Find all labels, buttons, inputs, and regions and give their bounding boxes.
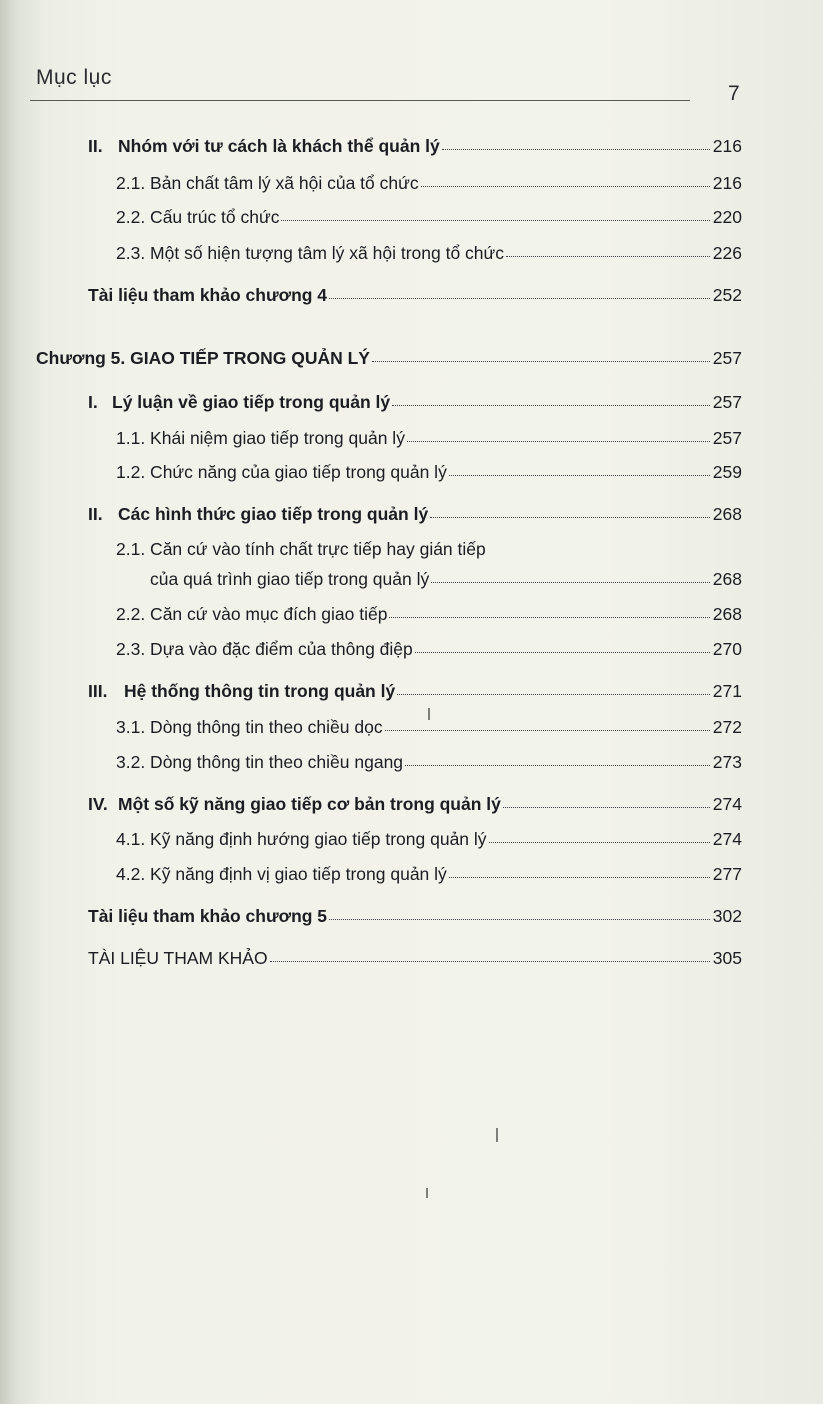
toc-entry-page: 302 — [712, 906, 742, 926]
toc-entry — [88, 947, 742, 969]
toc-entry-title: 2.2. Cấu trúc tổ chức — [116, 207, 280, 227]
toc-entry-title: 3.2. Dòng thông tin theo chiều ngang — [116, 752, 404, 772]
toc-entry-title: 2.1. Bản chất tâm lý xã hội của tổ chức — [116, 173, 419, 193]
toc-entry — [116, 603, 742, 625]
toc-chapter-entry — [36, 347, 742, 369]
paper-speck — [426, 1188, 428, 1198]
toc-entry-page: 272 — [712, 717, 742, 737]
toc-entry-title: TÀI LIỆU THAM KHẢO — [88, 948, 268, 968]
toc-leader-dots — [405, 765, 710, 766]
toc-leader-dots — [431, 582, 710, 583]
toc-entry-page: 274 — [712, 794, 742, 814]
toc-entry — [116, 242, 742, 264]
toc-entry-number: IV. — [88, 794, 108, 814]
toc-entry — [116, 751, 742, 773]
toc-entry-title: 4.2. Kỹ năng định vị giao tiếp trong quản lý — [116, 864, 447, 884]
toc-entry — [150, 568, 742, 590]
toc-leader-dots — [407, 441, 710, 442]
page-number: 7 — [728, 82, 740, 105]
toc-entry-page: 252 — [712, 285, 742, 305]
toc-leader-dots — [506, 256, 710, 257]
toc-entry — [88, 905, 742, 927]
toc-entry-title: 3.1. Dòng thông tin theo chiều dọc — [116, 717, 383, 737]
toc-entry-title: 4.1. Kỹ năng định hướng giao tiếp trong quản lý — [116, 829, 487, 849]
toc-entry — [88, 793, 742, 815]
toc-entry — [116, 461, 742, 483]
toc-entry-page: 271 — [712, 681, 742, 701]
toc-leader-dots — [430, 517, 710, 518]
toc-leader-dots — [489, 842, 710, 843]
toc-entry-page: 257 — [712, 428, 742, 448]
toc-entry-title: Lý luận về giao tiếp trong quản lý — [112, 392, 391, 412]
running-header-title: Mục lục — [36, 66, 112, 89]
toc-entry — [116, 828, 742, 850]
toc-entry-number: III. — [88, 681, 108, 701]
toc-entry-title: 1.2. Chức năng của giao tiếp trong quản lý — [116, 462, 447, 482]
toc-leader-dots — [385, 730, 710, 731]
paper-speck — [428, 708, 430, 720]
toc-entry-title: Tài liệu tham khảo chương 4 — [88, 285, 328, 305]
toc-entry-title: Hệ thống thông tin trong quản lý — [124, 681, 396, 701]
toc-entry-page: 216 — [712, 173, 742, 193]
toc-entry-page: 270 — [712, 639, 742, 659]
toc-entry-title: Tài liệu tham khảo chương 5 — [88, 906, 328, 926]
toc-entry-title: 2.3. Dựa vào đặc điểm của thông điệp — [116, 639, 413, 659]
toc-leader-dots — [372, 361, 710, 362]
toc-entry — [116, 206, 742, 228]
toc-entry — [116, 638, 742, 660]
toc-leader-dots — [449, 877, 710, 878]
toc-entry-page: 257 — [712, 392, 742, 412]
toc-entry-page: 273 — [712, 752, 742, 772]
toc-entry-page: 259 — [712, 462, 742, 482]
toc-entry-number: II. — [88, 136, 103, 156]
toc-leader-dots — [449, 475, 710, 476]
toc-entry-page: 216 — [712, 136, 742, 156]
toc-entry-page: 268 — [712, 569, 742, 589]
toc-entry-title: Chương 5. GIAO TIẾP TRONG QUẢN LÝ — [36, 348, 370, 368]
toc-leader-dots — [392, 405, 710, 406]
toc-entry-title: Các hình thức giao tiếp trong quản lý — [118, 504, 429, 524]
toc-leader-dots — [389, 617, 709, 618]
toc-leader-dots — [442, 149, 710, 150]
toc-entry-page: 274 — [712, 829, 742, 849]
toc-entry — [88, 284, 742, 306]
toc-entry-page: 220 — [712, 207, 742, 227]
paper-speck — [496, 1128, 498, 1142]
toc-entry-page: 268 — [712, 604, 742, 624]
toc-entry — [88, 680, 742, 702]
toc-entry-page: 257 — [712, 348, 742, 368]
toc-entry-title: 2.3. Một số hiện tượng tâm lý xã hội trong tổ chức — [116, 243, 505, 263]
toc-leader-dots — [397, 694, 710, 695]
toc-entry — [88, 135, 742, 157]
toc-leader-dots — [281, 220, 709, 221]
toc-entry-title: 2.2. Căn cứ vào mục đích giao tiếp — [116, 604, 388, 624]
toc-entry — [116, 172, 742, 194]
toc-entry-page: 305 — [712, 948, 742, 968]
toc-entry-title: Một số kỹ năng giao tiếp cơ bản trong quản lý — [118, 794, 501, 814]
toc-entry-number: I. — [88, 392, 98, 412]
toc-entry-title: 1.1. Khái niệm giao tiếp trong quản lý — [116, 428, 405, 448]
toc-entry-title: 2.1. Căn cứ vào tính chất trực tiếp hay gián tiếp — [116, 539, 486, 559]
toc-entry-page: 277 — [712, 864, 742, 884]
toc-entry — [88, 503, 742, 525]
toc-leader-dots — [270, 961, 710, 962]
toc-entry-title: Nhóm với tư cách là khách thể quản lý — [118, 136, 440, 156]
toc-entry-page: 268 — [712, 504, 742, 524]
toc-leader-dots — [503, 807, 710, 808]
toc-entry — [116, 427, 742, 449]
toc-entry — [88, 391, 742, 413]
toc-entry-page: 226 — [712, 243, 742, 263]
toc-entry-number: II. — [88, 504, 103, 524]
toc-leader-dots — [421, 186, 710, 187]
toc-entry — [116, 863, 742, 885]
toc-entry-title: của quá trình giao tiếp trong quản lý — [150, 569, 430, 589]
toc-leader-dots — [329, 919, 710, 920]
toc-leader-dots — [415, 652, 710, 653]
toc-leader-dots — [329, 298, 710, 299]
